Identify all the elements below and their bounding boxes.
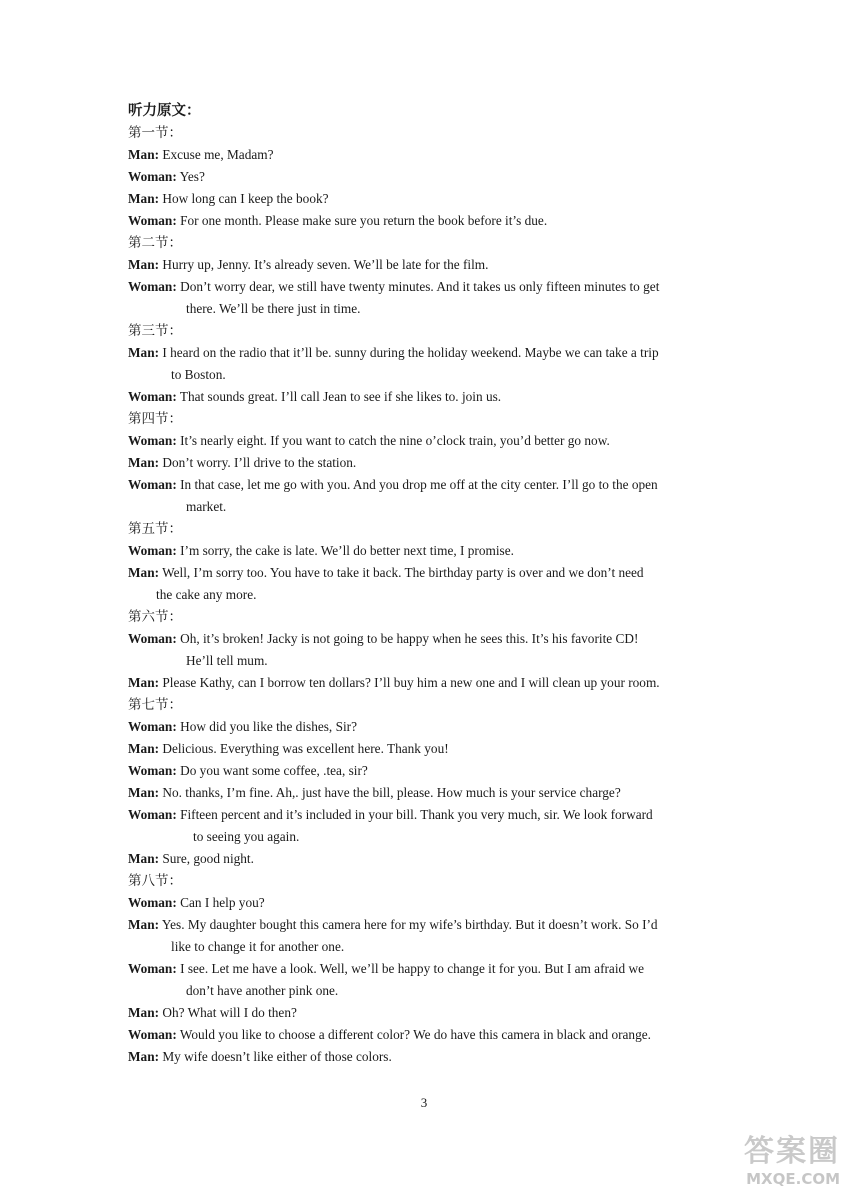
speaker-label: Woman: [128, 1027, 177, 1042]
dialogue-text: In that case, let me go with you. And you drop me off at the city center. I’ll go to the open [176, 477, 658, 492]
sections-container [128, 122, 728, 1068]
dialogue-line [128, 738, 728, 760]
dialogue-line [128, 1024, 728, 1046]
speaker-label: Man: [128, 191, 160, 206]
section-label: 第四节： [128, 411, 182, 426]
dialogue-text: No. thanks, I’m fine. Ah,. just have the bill, please. How much is your service charge? [159, 785, 621, 800]
page-number: 3 [420, 1095, 428, 1110]
dialogue-line [128, 166, 728, 188]
speaker-label: Man: [128, 147, 160, 162]
dialogue-continuation: to Boston. [171, 367, 226, 382]
section-label: 第二节： [128, 235, 182, 250]
dialogue-line [128, 188, 728, 210]
dialogue-line [128, 716, 728, 738]
dialogue-continuation: don’t have another pink one. [186, 983, 339, 998]
dialogue-continuation: to seeing you again. [193, 829, 300, 844]
section-label: 第一节： [128, 125, 182, 140]
dialogue-line [128, 848, 728, 870]
dialogue-text: Delicious. Everything was excellent here. Thank you! [159, 741, 449, 756]
speaker-label: Woman: [128, 543, 177, 558]
transcript [128, 100, 728, 1068]
dialogue-text: I see. Let me have a look. Well, we’ll be happy to change it for you. But I am afraid we [176, 961, 645, 976]
dialogue-text: Do you want some coffee, .tea, sir? [176, 763, 368, 778]
section-label: 第六节： [128, 609, 182, 624]
section-label: 第七节： [128, 697, 182, 712]
dialogue-text: Don’t worry dear, we still have twenty minutes. And it takes us only fifteen minutes to get [176, 279, 660, 294]
dialogue-line [128, 1002, 728, 1024]
dialogue-text: My wife doesn’t like either of those colors. [159, 1049, 392, 1064]
speaker-label: Man: [128, 675, 160, 690]
dialogue-text: Yes. My daughter bought this camera here for my wife’s birthday. But it doesn’t work. So I’d [159, 917, 658, 932]
dialogue-line [128, 210, 728, 232]
dialogue-continuation: He’ll tell mum. [186, 653, 268, 668]
dialogue-text: Oh, it’s broken! Jacky is not going to be happy when he sees this. It’s his favorite CD! [176, 631, 639, 646]
dialogue-line [128, 672, 728, 694]
dialogue-text: Sure, good night. [159, 851, 254, 866]
dialogue-line [128, 628, 728, 650]
dialogue-line [128, 144, 728, 166]
dialogue-text: Yes? [176, 169, 205, 184]
speaker-label: Woman: [128, 807, 177, 822]
dialogue-line [128, 342, 728, 364]
speaker-label: Man: [128, 565, 160, 580]
dialogue-continuation: the cake any more. [156, 587, 257, 602]
speaker-label: Man: [128, 455, 160, 470]
speaker-label: Woman: [128, 213, 177, 228]
speaker-label: Woman: [128, 719, 177, 734]
dialogue-text: I heard on the radio that it’ll be. sunny during the holiday weekend. Maybe we can take a trip [159, 345, 659, 360]
dialogue-line [128, 892, 728, 914]
dialogue-text: Well, I’m sorry too. You have to take it back. The birthday party is over and we don’t need [159, 565, 644, 580]
dialogue-line [128, 474, 728, 496]
speaker-label: Woman: [128, 389, 177, 404]
dialogue-text: Don’t worry. I’ll drive to the station. [159, 455, 357, 470]
dialogue-line [128, 958, 728, 980]
dialogue-continuation: like to change it for another one. [171, 939, 345, 954]
dialogue-text: That sounds great. I’ll call Jean to see if she likes to. join us. [176, 389, 502, 404]
speaker-label: Woman: [128, 631, 177, 646]
speaker-label: Woman: [128, 961, 177, 976]
dialogue-text: Oh? What will I do then? [159, 1005, 297, 1020]
speaker-label: Man: [128, 1005, 160, 1020]
watermark-logo [690, 1134, 840, 1194]
dialogue-text: Please Kathy, can I borrow ten dollars? I’ll buy him a new one and I will clean up your room. [159, 675, 660, 690]
dialogue-line [128, 804, 728, 826]
dialogue-line [128, 760, 728, 782]
speaker-label: Man: [128, 785, 160, 800]
section-label: 第五节： [128, 521, 182, 536]
dialogue-text: I’m sorry, the cake is late. We’ll do better next time, I promise. [176, 543, 514, 558]
speaker-label: Man: [128, 917, 160, 932]
dialogue-text: Can I help you? [176, 895, 265, 910]
dialogue-line [128, 914, 728, 936]
watermark-text: 答案圈 [744, 1134, 840, 1169]
dialogue-text: It’s nearly eight. If you want to catch the nine o’clock train, you’d better go now. [176, 433, 610, 448]
speaker-label: Man: [128, 741, 160, 756]
dialogue-line [128, 782, 728, 804]
dialogue-text: Would you like to choose a different color? We do have this camera in black and orange. [176, 1027, 651, 1042]
speaker-label: Woman: [128, 477, 177, 492]
section-label: 第八节： [128, 873, 182, 888]
dialogue-continuation: there. We’ll be there just in time. [186, 301, 361, 316]
speaker-label: Man: [128, 257, 160, 272]
dialogue-text: How did you like the dishes, Sir? [176, 719, 357, 734]
dialogue-continuation: market. [186, 499, 227, 514]
dialogue-line [128, 430, 728, 452]
speaker-label: Woman: [128, 279, 177, 294]
dialogue-line [128, 254, 728, 276]
dialogue-line [128, 540, 728, 562]
speaker-label: Woman: [128, 433, 177, 448]
watermark-url: MXQE.COM [746, 1170, 840, 1188]
dialogue-text: Fifteen percent and it’s included in your bill. Thank you very much, sir. We look forward [176, 807, 653, 822]
dialogue-line [128, 386, 728, 408]
dialogue-line [128, 562, 728, 584]
dialogue-line [128, 452, 728, 474]
dialogue-text: Excuse me, Madam? [159, 147, 274, 162]
dialogue-line [128, 276, 728, 298]
speaker-label: Man: [128, 345, 160, 360]
speaker-label: Man: [128, 1049, 160, 1064]
speaker-label: Man: [128, 851, 160, 866]
speaker-label: Woman: [128, 895, 177, 910]
dialogue-text: How long can I keep the book? [159, 191, 329, 206]
transcript-title: 听力原文： [128, 103, 201, 119]
speaker-label: Woman: [128, 169, 177, 184]
section-label: 第三节： [128, 323, 182, 338]
dialogue-text: Hurry up, Jenny. It’s already seven. We’ll be late for the film. [159, 257, 489, 272]
dialogue-text: For one month. Please make sure you return the book before it’s due. [176, 213, 548, 228]
speaker-label: Woman: [128, 763, 177, 778]
dialogue-line [128, 1046, 728, 1068]
